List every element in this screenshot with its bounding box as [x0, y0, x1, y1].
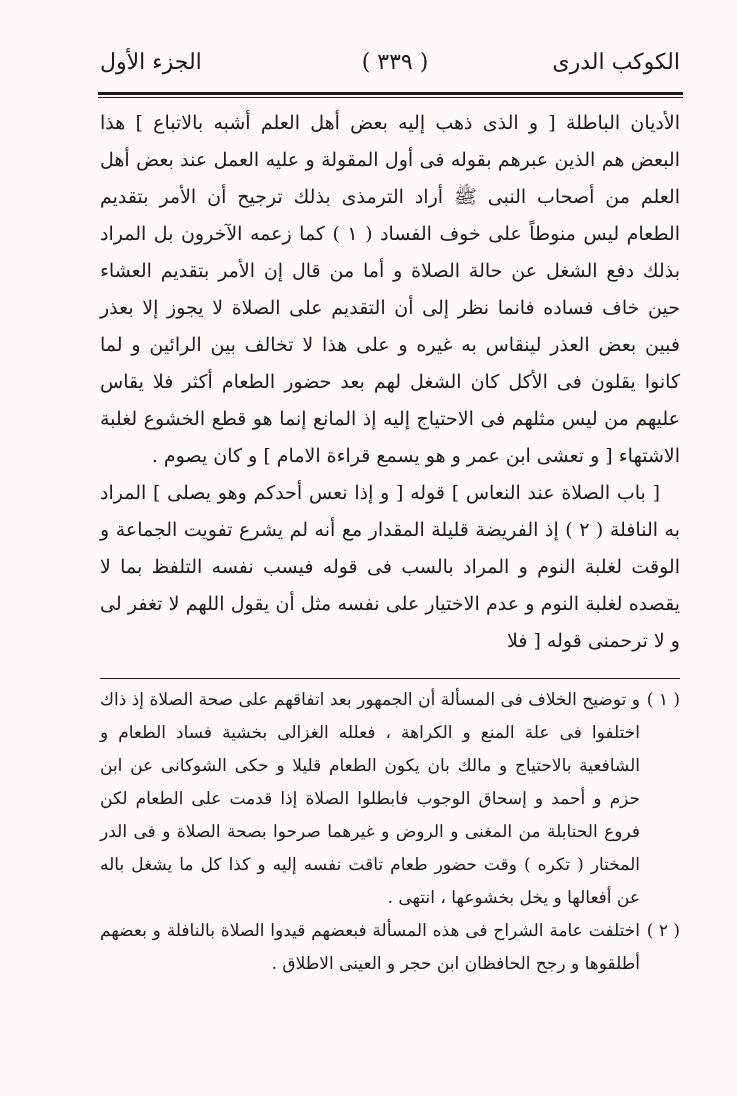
volume-label: الجزء الأول: [100, 50, 202, 75]
footnote-marker: ( ١ ): [646, 690, 680, 710]
footnote-marker: ( ٢ ): [646, 921, 680, 941]
footnote: [100, 684, 680, 915]
footnotes: [100, 684, 680, 981]
footnote-text: اختلفت عامة الشراح فى هذه المسألة فبعضهم قيدوا الصلاة بالنافلة و بعضهم أطلقوها و رجح الحافظان ابن حجر و العينى الاطلاق .: [100, 921, 640, 974]
page-header: [100, 46, 680, 86]
footnote-separator: [100, 678, 680, 679]
page-number: ( ٣٣٩ ): [361, 50, 429, 75]
main-text: [100, 105, 680, 660]
running-title: الكوكب الدرى ‍: [545, 50, 680, 75]
body-paragraph: [ باب الصلاة عند النعاس ] قوله [ و إذا نعس أحدكم وهو يصلى ] المراد به النافلة ( ٢ ) إذ الفريضة قليلة المقدار مع أنه لم يشرع تفويت الجماعة و الوقت لغلبة النوم و المراد بالسب فى قوله فيسب نفسه التلفظ بما لا يقصده لغلبة النوم و عدم الاختيار على نفسه مثل أن يقول اللهم لا تغفر لى و لا ترحمنى قوله [ فلا: [100, 482, 681, 652]
body-paragraph: الأديان الباطلة [ و الذى ذهب إليه بعض أهل العلم أشبه بالاتباع ] هذا البعض هم الذين عبرهم بقوله فى أول المقولة و عليه العمل عند بعض أهل العلم من أصحاب النبى ﷺ أراد الترمذى بذلك ترجيح أن الأمر بتقديم الطعام ليس منوطاً على خوف الفساد ( ١ ) كما زعمه الآخرون بل المراد بذلك دفع الشغل عن حالة الصلاة و أما من قال إن الأمر بتقديم العشاء حين خاف فساده فانما نظر إلى أن التقديم على الصلاة لا يجوز إلا بعذر فبين بعض العذر لينقاس به غيره و على هذا لا تخالف بين الرائين و لما كانوا يقلون فى الأكل كان الشغل لهم بعد حضور الطعام أكثر فلا يقاس عليهم من ليس مثلهم فى الاحتياج إليه إذ المانع إنما هو قطع الخشوع لغلبة الاشتهاء [ و تعشى ابن عمر و هو يسمع قراءة الامام ] و كان يصوم .: [100, 112, 680, 467]
footnote-text: و توضيح الخلاف فى المسألة أن الجمهور بعد اتفاقهم على صحة الصلاة إذ ذاك اختلفوا فى علة المنع و الكراهة ، فعلله الغزالى بخشية فساد الطعام و الشافعية بالاحتياج و مالك بان يكون الطعام قليلا و حكى الشوكانى عن ابن حزم و أحمد و إسحاق الوجوب فابطلوا الصلاة إذا قدمت على الطعام لكن فروع الحنابلة من المغنى و الروض و غيرهما صرحوا بصحة الصلاة و فى الدر المختار ( تكره ) وقت حضور طعام تاقت نفسه إليه و كذا كل ما يشغل باله عن أفعالها و يخل بخشوعها ، انتهى .: [100, 690, 640, 908]
header-rule-thin: [98, 97, 683, 98]
header-rule-thick: [98, 92, 683, 95]
footnote: [100, 915, 680, 981]
